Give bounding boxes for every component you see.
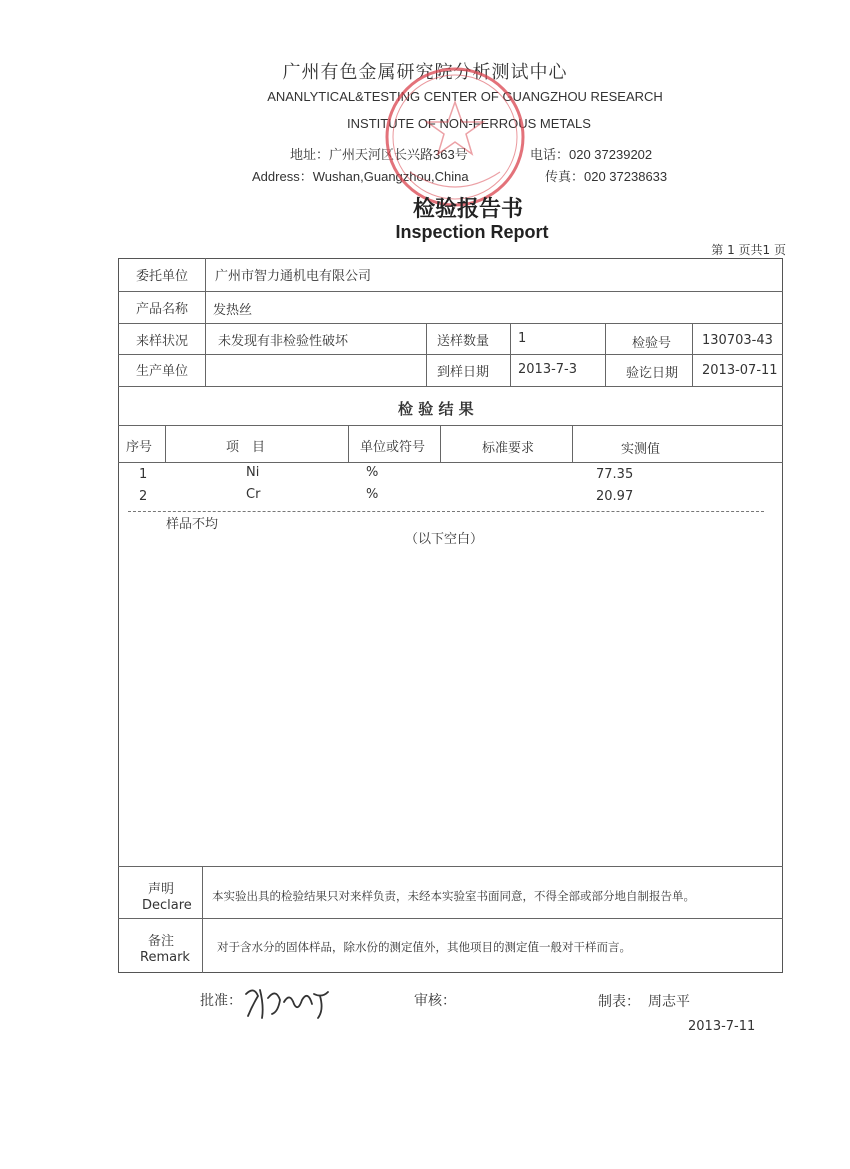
page-number: 第 1 页共1 页 [711, 243, 786, 257]
declare-label-cn: 声明 [148, 882, 175, 897]
row-item: Ni [246, 465, 260, 480]
product-label: 产品名称 [136, 302, 189, 317]
phone: 电话：020 37239202 [530, 147, 653, 162]
org-name-cn: 广州有色金属研究院分析测试中心 [282, 62, 568, 83]
row-value: 20.97 [596, 489, 634, 504]
col-unit-header: 单位或符号 [360, 440, 426, 455]
declare-label-en: Declare [142, 898, 192, 913]
prepared-label: 制表： [598, 994, 640, 1010]
col-item-header: 项 目 [226, 440, 266, 455]
report-title-en: Inspection Report [395, 222, 549, 242]
approver-signature [242, 982, 334, 1022]
arrival-date-value: 2013-7-3 [518, 362, 578, 377]
report-title-cn: 检验报告书 [412, 197, 523, 222]
sample-qty-label: 送样数量 [437, 334, 490, 349]
org-name-en-line2: INSTITUTE OF NON-FERROUS METALS [347, 116, 591, 131]
remark-text: 对于含水分的固体样品，除水份的测定值外，其他项目的测定值一般对干样而言。 [217, 940, 631, 954]
row-unit: % [366, 487, 379, 502]
dashed-divider [128, 511, 764, 512]
org-name-en-line1: ANANLYTICAL&TESTING CENTER OF GUANGZHOU RESEARCH [267, 89, 663, 104]
approve-label: 批准： [200, 993, 242, 1009]
sample-note: 样品不均 [166, 517, 219, 532]
blank-marker: （以下空白） [405, 532, 484, 547]
address-cn: 地址：广州天河区长兴路363号 [290, 147, 468, 162]
col-measured-header: 实测值 [621, 442, 661, 457]
report-date: 2013-7-11 [688, 1019, 756, 1034]
declare-text: 本实验出具的检验结果只对来样负责，未经本实验室书面同意，不得全部或部分地自制报告单。 [212, 889, 695, 903]
review-label: 审核： [414, 993, 456, 1009]
row-no: 1 [139, 467, 148, 482]
finish-date-value: 2013-07-11 [702, 363, 778, 378]
address-en: Address：Wushan,Guangzhou,China [252, 169, 469, 184]
official-seal [380, 62, 530, 212]
client-value: 广州市智力通机电有限公司 [215, 269, 372, 284]
fax: 传真：020 37238633 [545, 169, 668, 184]
product-value: 发热丝 [213, 303, 253, 318]
maker-label: 生产单位 [136, 364, 189, 379]
remark-label-cn: 备注 [148, 934, 175, 949]
client-label: 委托单位 [136, 269, 189, 284]
sample-qty-value: 1 [518, 331, 527, 346]
finish-date-label: 验讫日期 [626, 366, 679, 381]
report-no-label: 检验号 [632, 336, 672, 351]
results-heading: 检 验 结 果 [398, 400, 474, 418]
arrival-date-label: 到样日期 [437, 365, 490, 380]
row-value: 77.35 [596, 467, 634, 482]
condition-value: 未发现有非检验性破坏 [218, 334, 349, 349]
condition-label: 来样状况 [136, 334, 189, 349]
remark-label-en: Remark [140, 950, 190, 965]
row-unit: % [366, 465, 379, 480]
col-standard-header: 标准要求 [482, 441, 535, 456]
report-no-value: 130703-43 [702, 333, 773, 348]
row-no: 2 [139, 489, 148, 504]
row-item: Cr [246, 487, 261, 502]
prepared-name: 周志平 [648, 994, 690, 1010]
col-no-header: 序号 [126, 440, 153, 455]
